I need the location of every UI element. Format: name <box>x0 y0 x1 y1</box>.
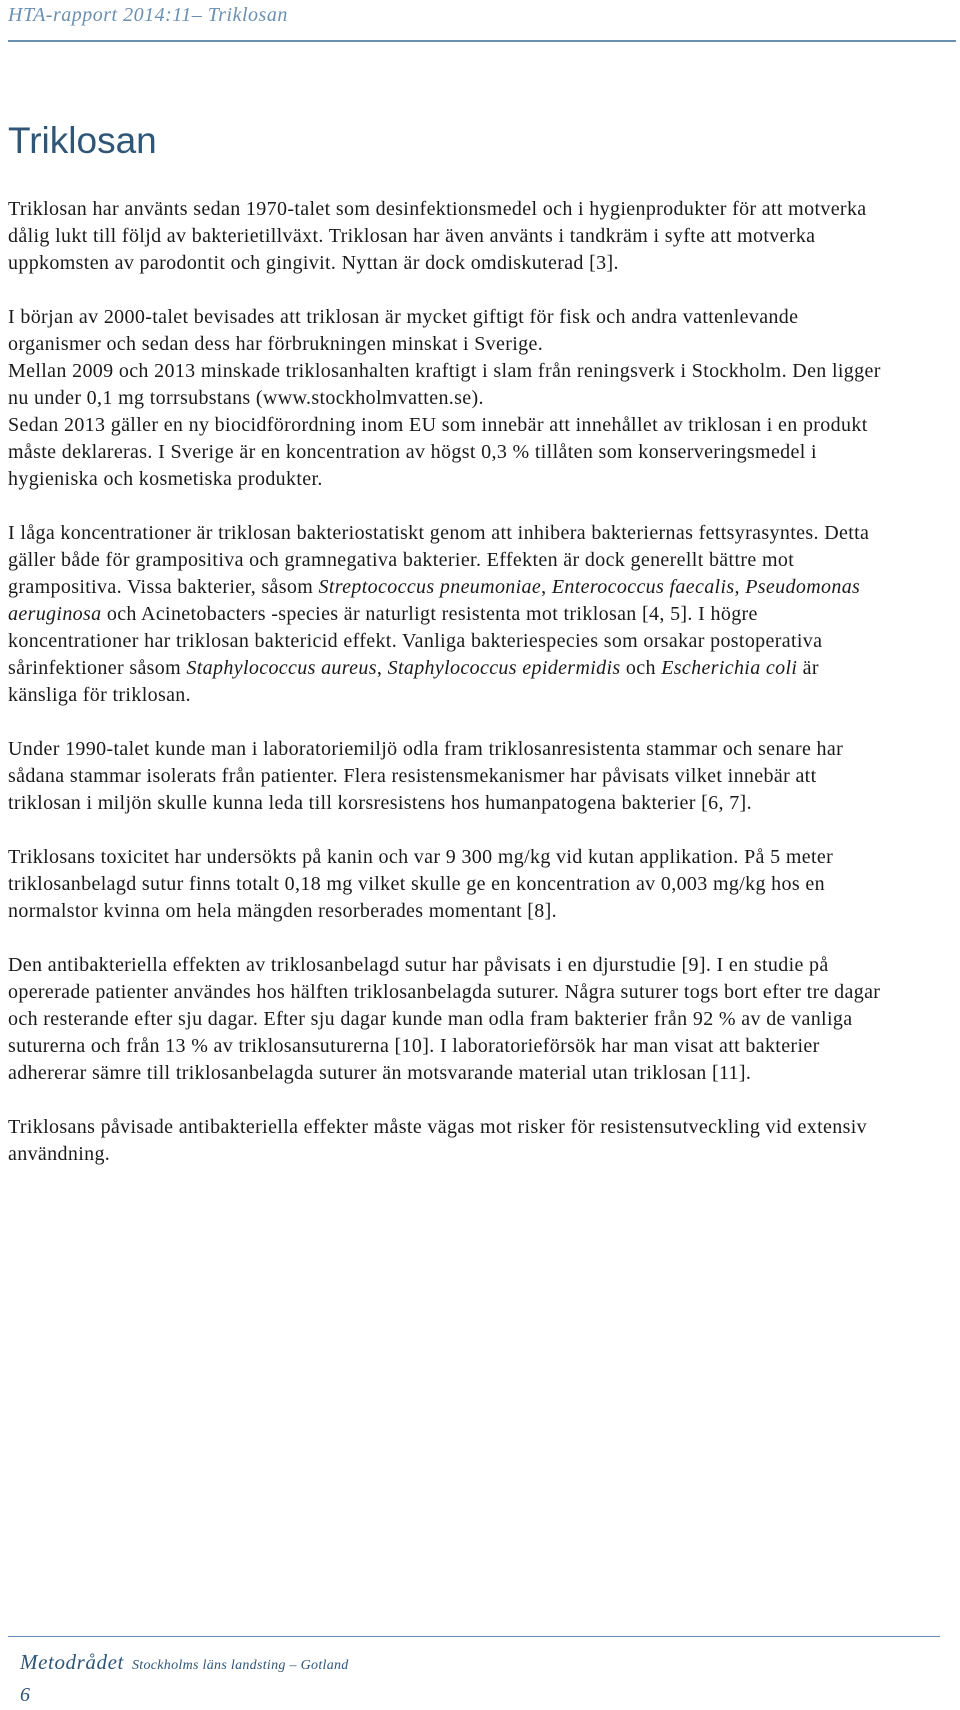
header-divider <box>8 40 956 42</box>
page-title: Triklosan <box>8 120 157 161</box>
paragraph-sludge: Mellan 2009 och 2013 minskade triklosanhalten kraftigt i slam från reningsverk i Stockholm. Den ligger nu under 0,1 mg torrsubstans (www.stockholmvatten.se). <box>8 360 881 409</box>
paragraph-regulation: Sedan 2013 gäller en ny biocidförordning inom EU som innebär att innehållet av triklosan i en produkt måste deklareras. I Sverige är en koncentration av högst 0,3 % tillåten som konserveringsmedel i hygieniska och kosmetiska produkter. <box>8 414 868 490</box>
species-name: Streptococcus pneumoniae <box>318 576 542 598</box>
paragraph-conclusion: Triklosans påvisade antibakteriella effekter måste vägas mot risker för resistensutveckling vid extensiv användning. <box>8 1116 867 1165</box>
paragraph-sutures: Den antibakteriella effekten av triklosanbelagd sutur har påvisats i en djurstudie [9]. I en studie på opererade patienter användes hos hälften triklosanbelagda suturer. Några suturer togs bort efter tre dagar och resterande efter sju dagar. Efter sju dagar kunde man odla fram bakterier från 92 % av de vanliga suturerna och från 13 % av triklosansuturerna [10]. I laboratorieförsök har man visat att bakterier adhererar sämre till triklosanbelagda suturer än motsvarande material utan triklosan [11]. <box>8 954 881 1084</box>
text-segment: , <box>734 576 746 598</box>
footer-org-subtitle: Stockholms läns landsting – Gotland <box>131 1658 349 1673</box>
species-name: Pseudomonas aeruginosa <box>8 576 861 625</box>
species-name: Enterococcus faecalis <box>551 576 735 598</box>
running-header: HTA-rapport 2014:11– Triklosan <box>8 4 288 26</box>
species-name: Staphylococcus epidermidis <box>387 657 621 679</box>
text-segment: , <box>376 657 388 679</box>
paragraph-environment: I början av 2000-talet bevisades att triklosan är mycket giftigt för fisk och andra vattenlevande organismer och sedan dess har förbrukningen minskat i Sverige. <box>8 306 799 355</box>
text-segment: och <box>620 657 662 679</box>
paragraph-mechanism <box>8 520 888 709</box>
text-segment: , <box>541 576 552 598</box>
footer-org-name: Metodrådet <box>20 1650 124 1674</box>
paragraph-toxicity: Triklosans toxicitet har undersökts på kanin och var 9 300 mg/kg vid kutan applikation. På 5 meter triklosanbelagd sutur finns totalt 0,18 mg vilket skulle ge en koncentration av 0,003 mg/kg hos en normalstor kvinna om hela mängden resorberades momentant [8]. <box>8 846 834 922</box>
page-number: 6 <box>20 1684 30 1706</box>
text-segment: och Acinetobacters -species är naturligt resistenta mot triklosan [4, 5]. I högre koncentrationer har triklosan baktericid effekt. Vanliga bakteriespecies som orsakar postoperativa sårinfektioner såsom <box>8 603 823 679</box>
text-segment: är känsliga för triklosan. <box>8 657 819 706</box>
paragraph-intro: Triklosan har använts sedan 1970-talet som desinfektionsmedel och i hygienprodukter för att motverka dålig lukt till följd av bakterietillväxt. Triklosan har även använts i tandkräm i syfte att motverka uppkomsten av parodontit och gingivit. Nyttan är dock omdiskuterad [3]. <box>8 198 867 274</box>
footer-organization <box>20 1650 349 1675</box>
paragraph-resistance: Under 1990-talet kunde man i laboratoriemiljö odla fram triklosanresistenta stammar och senare har sådana stammar isolerats från patienter. Flera resistensmekanismer har påvisats vilket innebär att triklosan i miljön skulle kunna leda till korsresistens hos humanpatogena bakterier [6, 7]. <box>8 738 844 814</box>
footer-divider <box>8 1636 940 1637</box>
body-text <box>8 196 888 1195</box>
species-name: Staphylococcus aureus <box>186 657 377 679</box>
species-name: Escherichia coli <box>661 657 798 679</box>
text-segment: I låga koncentrationer är triklosan bakteriostatiskt genom att inhibera bakteriernas fettsyrasyntes. Detta gäller både för grampositiva och gramnegativa bakterier. Effekten är dock generellt bättre mot grampositiva. Vissa bakterier, såsom <box>8 522 870 598</box>
